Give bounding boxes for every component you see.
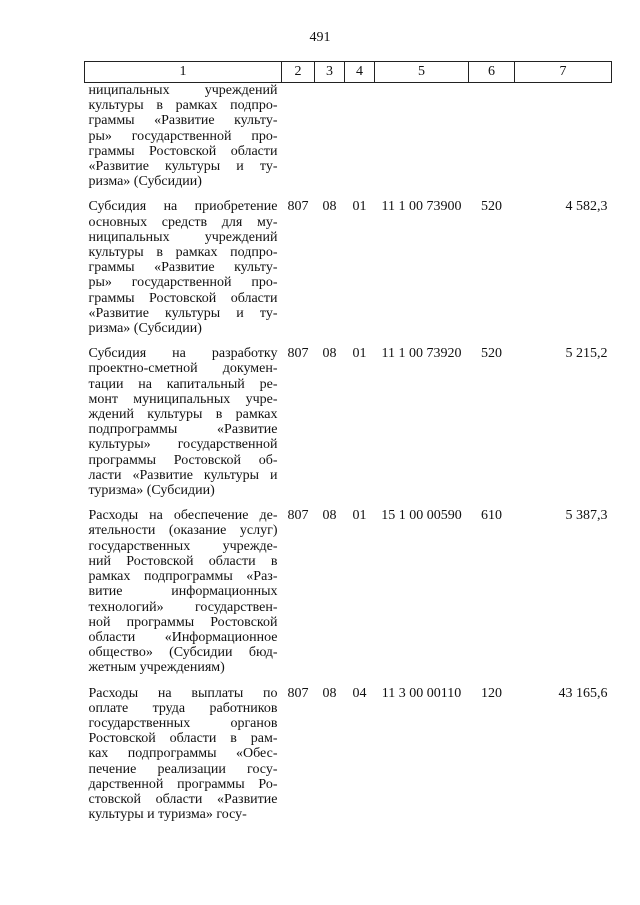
description-line: культуры» государственной <box>88 437 278 453</box>
description-line: основных средств для му- <box>88 214 278 230</box>
amount-value: 5 387,3 <box>565 508 608 524</box>
description-line: ниципальных учреждений <box>88 83 278 98</box>
description-line: Расходы на выплаты по <box>88 685 278 701</box>
description-line: области «Информационное <box>88 629 278 645</box>
expense-type-code: 610 <box>481 508 502 524</box>
description-line: культуры в рамках подпро- <box>88 98 278 114</box>
amount-value: 5 215,2 <box>565 346 608 362</box>
description-line: дарственной программы Ро- <box>88 776 278 792</box>
description-line: ной программы Ростовской <box>88 614 278 630</box>
description-line: Расходы на обеспечение де- <box>88 508 278 524</box>
ministry-code <box>282 83 315 198</box>
description-line: туризма» (Субсидии) <box>88 483 215 499</box>
description-line: ятельности (оказание услуг) <box>88 523 278 539</box>
table-body <box>85 83 612 823</box>
target-article-code: 11 1 00 73900 <box>381 199 462 215</box>
description-line: оплате труда работников <box>88 700 278 716</box>
description-line: технологий» государствен- <box>88 599 278 615</box>
description-line: государственных органов <box>88 715 278 731</box>
description-line: печение реализации госу- <box>88 761 278 777</box>
table-row <box>85 83 612 198</box>
description-line: витие информационных <box>88 584 278 600</box>
description-line: жетным учреждениям) <box>88 660 225 676</box>
page-number: 491 <box>309 30 331 45</box>
description-line: тации на капитальный ре- <box>88 376 278 392</box>
column-header-3: 3 <box>315 62 345 83</box>
section-code: 08 <box>322 685 337 701</box>
description-line: ниципальных учреждений <box>88 229 278 245</box>
ministry-code: 807 <box>287 685 309 701</box>
subsection-code: 01 <box>352 199 367 215</box>
section-code: 08 <box>322 199 337 215</box>
column-header-4: 4 <box>345 62 375 83</box>
amount-value <box>515 83 612 198</box>
description-line: Субсидия на приобретение <box>88 199 278 215</box>
row-description <box>85 83 282 198</box>
expense-type-code: 120 <box>481 685 502 701</box>
column-header-7: 7 <box>515 62 612 83</box>
description-line: ризма» (Субсидии) <box>88 321 202 337</box>
description-line: культуры и туризма» госу- <box>88 807 247 823</box>
description-line: монт муниципальных учре- <box>88 391 278 407</box>
subsection-code: 01 <box>352 508 367 524</box>
budget-table <box>84 61 612 822</box>
amount-value: 4 582,3 <box>565 199 608 215</box>
expense-type-code: 520 <box>481 346 502 362</box>
description-line: ждений культуры в рамках <box>88 407 278 423</box>
ministry-code: 807 <box>287 346 309 362</box>
table-row <box>85 506 612 683</box>
description-line: «Развитие культуры и ту- <box>88 159 278 175</box>
description-line: государственных учрежде- <box>88 538 278 554</box>
description-line: граммы Ростовской области <box>88 143 278 159</box>
description-line: Субсидия на разработку <box>88 346 278 362</box>
row-description <box>85 506 282 683</box>
description-line: стовской области «Развитие <box>88 791 278 807</box>
section-code: 08 <box>322 346 337 362</box>
column-header-1: 1 <box>85 62 282 83</box>
section-code: 08 <box>322 508 337 524</box>
description-line: рамках подпрограммы «Раз- <box>88 569 278 585</box>
description-line: проектно-сметной докумен- <box>88 361 278 377</box>
subsection-code: 01 <box>352 346 367 362</box>
target-article-code <box>375 83 469 198</box>
expense-type-code <box>469 83 515 198</box>
description-line: программы Ростовской об- <box>88 452 278 468</box>
subsection-code: 04 <box>352 685 367 701</box>
subsection-code <box>345 83 375 198</box>
description-line: ний Ростовской области в <box>88 553 278 569</box>
ministry-code: 807 <box>287 199 309 215</box>
description-line: граммы «Развитие культу- <box>88 113 278 129</box>
target-article-code: 11 3 00 00110 <box>381 685 462 701</box>
table-row <box>85 197 612 344</box>
section-code <box>315 83 345 198</box>
description-line: «Развитие культуры и ту- <box>88 305 278 321</box>
description-line: ры» государственной про- <box>88 275 278 291</box>
table-row <box>85 684 612 823</box>
description-line: ры» государственной про- <box>88 128 278 144</box>
target-article-code: 11 1 00 73920 <box>381 346 462 362</box>
description-line: граммы Ростовской области <box>88 290 278 306</box>
table-row <box>85 344 612 506</box>
description-line: Ростовской области в рам- <box>88 731 278 747</box>
column-header-2: 2 <box>282 62 315 83</box>
header-row <box>85 62 612 83</box>
row-description <box>85 344 282 506</box>
description-line: ласти «Развитие культуры и <box>88 467 278 483</box>
expense-type-code: 520 <box>481 199 502 215</box>
ministry-code: 807 <box>287 508 309 524</box>
row-description <box>85 684 282 823</box>
description-line: ризма» (Субсидии) <box>88 174 202 190</box>
amount-value: 43 165,6 <box>558 685 608 701</box>
row-description <box>85 197 282 344</box>
description-line: культуры в рамках подпро- <box>88 245 278 261</box>
column-header-6: 6 <box>469 62 515 83</box>
description-line: ках подпрограммы «Обес- <box>88 746 278 762</box>
description-line: граммы «Развитие культу- <box>88 260 278 276</box>
description-line: общество» (Субсидии бюд- <box>88 645 278 661</box>
column-header-5: 5 <box>375 62 469 83</box>
description-line: подпрограммы «Развитие <box>88 422 278 438</box>
target-article-code: 15 1 00 00590 <box>381 508 462 524</box>
